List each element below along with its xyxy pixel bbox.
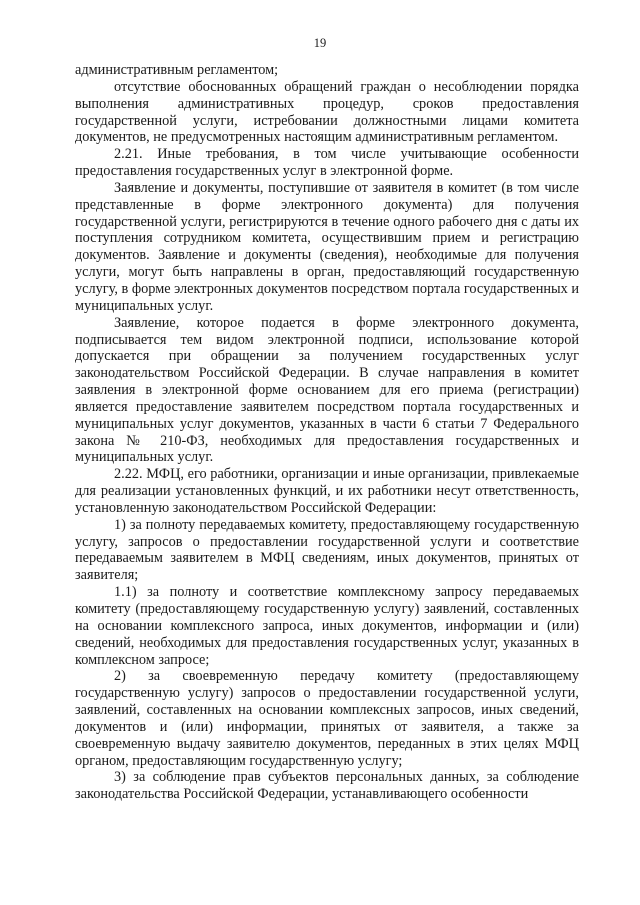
paragraph: 2) за своевременную передачу комитету (предоставляющему государственную услугу) запросов о предоставлении государственной услуги, заявлений, составленных на основании комплексных запросов, иных сведений, документов и (или) информации, принятых от заявителя, а также за своевременную выдачу заявителю документов, переданных в этих целях МФЦ органом, предоставляющим государственную услугу; [75, 668, 579, 769]
paragraph: 3) за соблюдение прав субъектов персональных данных, за соблюдение законодательства Российской Федерации, устанавливающего особенности [75, 769, 579, 803]
paragraph: Заявление и документы, поступившие от заявителя в комитет (в том числе представленные в форме электронного документа) для получения государственной услуги, регистрируются в течение одного рабочего дня с даты их поступления сотрудником комитета, осуществившим прием и регистрацию документов. Заявление и документы (сведения), необходимые для получения услуги, могут быть направлены в орган, предоставляющий государственную услугу, в форме электронных документов посредством портала государственных и муниципальных услуг. [75, 179, 579, 314]
paragraph: 1.1) за полноту и соответствие комплексному запросу передаваемых комитету (предоставляющему государственную услугу) заявлений, составленных на основании комплексного запроса, иных документов, информации и (или) сведений, необходимых для предоставления государственных услуг, указанных в комплексном запросе; [75, 584, 579, 668]
paragraph: 2.22. МФЦ, его работники, организации и иные организации, привлекаемые для реализации установленных функций, и их работники несут ответственность, установленную законодательством Российской Федерации: [75, 466, 579, 516]
paragraph: 1) за полноту передаваемых комитету, предоставляющему государственную услугу, запросов о предоставлении государственной услуги и соответствие передаваемым заявителем в МФЦ сведениям, иных документов, принятых от заявителя; [75, 516, 579, 584]
paragraph: административным регламентом; [75, 62, 279, 78]
paragraph: 2.21. Иные требования, в том числе учитывающие особенности предоставления государственных услуг в электронной форме. [75, 146, 579, 180]
paragraph: Заявление, которое подается в форме электронного документа, подписывается тем видом электронной подписи, использование которой допускается при обращении за получением государственных услуг законодательством Российской Федерации. В случае направления в комитет заявления в электронной форме основанием для его приема (регистрации) является предоставление заявителем посредством портала государственных и муниципальных услуг документов, указанных в части 6 статьи 7 Федерального закона № 210-ФЗ, необходимых для предоставления государственных и муниципальных услуг. [75, 314, 579, 466]
page-number: 19 [313, 36, 327, 50]
body-text [75, 62, 579, 803]
paragraph: отсутствие обоснованных обращений граждан о несоблюдении порядка выполнения административных процедур, сроков предоставления государственной услуги, истребовании должностными лицами комитета документов, не предусмотренных настоящим административным регламентом. [75, 78, 579, 146]
